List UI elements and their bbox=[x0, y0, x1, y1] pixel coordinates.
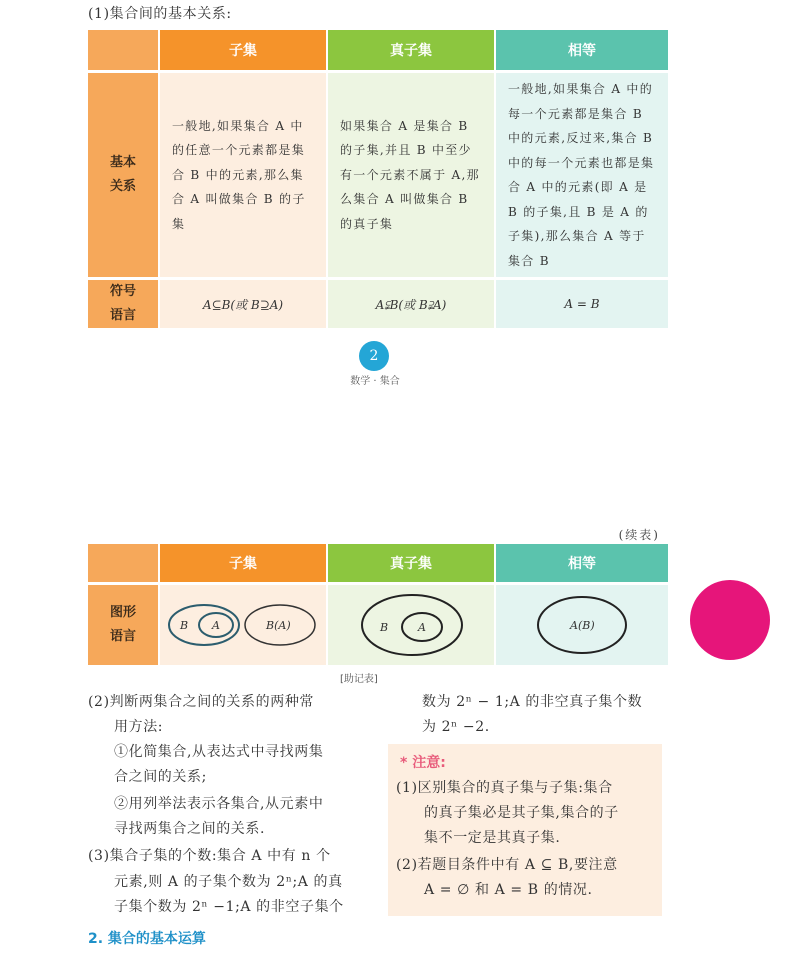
para-2-line2: 用方法: bbox=[114, 719, 164, 735]
venn-proper-diagram bbox=[328, 585, 494, 665]
row-label-symbol: 符号 语言 bbox=[88, 280, 158, 328]
header2-subset: 子集 bbox=[160, 544, 326, 582]
basic-proper-subset-text: 如果集合 A 是集合 B 的子集,并且 B 中至少有一个元素不属于 A,那么集合 A 叫做集合 B 的真子集 bbox=[328, 73, 494, 277]
note-2-line2: A = ∅ 和 A = B 的情况. bbox=[424, 882, 593, 898]
venn-label-b: B bbox=[180, 619, 189, 632]
method-1-line2: 合之间的关系; bbox=[114, 769, 207, 785]
header2-proper-subset: 真子集 bbox=[328, 544, 494, 582]
venn-proper-label-b: B bbox=[380, 621, 389, 634]
symbol-proper-subset: A⫋B(或 B⫌A) bbox=[328, 280, 494, 328]
header-equal: 相等 bbox=[496, 30, 668, 70]
graph-language-table bbox=[88, 544, 662, 665]
venn-subset-cell bbox=[160, 585, 326, 665]
row-label-graph: 图形 语言 bbox=[88, 585, 158, 665]
para-2-line1: (2)判断两集合之间的关系的两种常 bbox=[88, 694, 315, 710]
venn-proper-label-a: A bbox=[418, 621, 426, 634]
note-2-line1: (2)若题目条件中有 A ⊆ B,要注意 bbox=[396, 857, 618, 873]
venn-equal-cell bbox=[496, 585, 668, 665]
para-3-line3: 子集个数为 2ⁿ −1;A 的非空子集个 bbox=[114, 899, 344, 915]
method-2-line1: ②用列举法表示各集合,从元素中 bbox=[114, 796, 324, 812]
row-label-basic: 基本 关系 bbox=[88, 73, 158, 277]
venn-equal-label: A(B) bbox=[570, 619, 595, 632]
venn-label-ba: B(A) bbox=[266, 619, 291, 632]
continued-label: (续表) bbox=[618, 528, 660, 542]
basic-equal-text: 一般地,如果集合 A 中的每一个元素都是集合 B 中的元素,反过来,集合 B 中的每一个元素也都是集合 A 中的元素(即 A 是 B 的子集,且 B 是 A 的子集),那么集合 A 等于集合 B bbox=[496, 73, 668, 277]
para-3-line2: 元素,则 A 的子集个数为 2ⁿ;A 的真 bbox=[114, 874, 343, 890]
header-subset: 子集 bbox=[160, 30, 326, 70]
intro-heading: (1)集合间的基本关系: bbox=[88, 6, 232, 22]
venn-label-a: A bbox=[212, 619, 220, 632]
basic-subset-text: 一般地,如果集合 A 中的任意一个元素都是集合 B 中的元素,那么集合 A 叫做集合 B 的子集 bbox=[160, 73, 326, 277]
para-3-line1: (3)集合子集的个数:集合 A 中有 n 个 bbox=[88, 848, 331, 864]
method-1-line1: ①化简集合,从表达式中寻找两集 bbox=[114, 744, 324, 760]
symbol-equal: A = B bbox=[496, 280, 668, 328]
venn-subset-diagram bbox=[160, 585, 326, 665]
venn-equal-diagram bbox=[496, 585, 668, 665]
method-2-line2: 寻找两集合之间的关系. bbox=[114, 821, 266, 837]
header2-equal: 相等 bbox=[496, 544, 668, 582]
section-title: 2. 集合的基本运算 bbox=[88, 931, 206, 947]
note-1-line1: (1)区别集合的真子集与子集:集合 bbox=[396, 780, 613, 796]
para-3-cont-line2: 为 2ⁿ −2. bbox=[422, 719, 490, 735]
note-title: * 注意: bbox=[400, 755, 446, 771]
venn-outer-ellipse bbox=[362, 595, 462, 655]
para-3-cont-line1: 数为 2ⁿ − 1;A 的非空真子集个数 bbox=[422, 694, 643, 710]
table-caption: [助记表] bbox=[340, 674, 378, 685]
page-number-badge: 2 bbox=[359, 341, 389, 371]
page-footer: 数学 · 集合 bbox=[350, 376, 400, 387]
venn-proper-cell bbox=[328, 585, 494, 665]
note-1-line2: 的真子集必是其子集,集合的子 bbox=[424, 805, 619, 821]
symbol-subset: A⊆B(或 B⊇A) bbox=[160, 280, 326, 328]
side-tab-decoration bbox=[690, 580, 770, 660]
table2-corner bbox=[88, 544, 158, 582]
header-proper-subset: 真子集 bbox=[328, 30, 494, 70]
note-1-line3: 集不一定是其真子集. bbox=[424, 830, 561, 846]
relations-table bbox=[88, 30, 662, 328]
table-corner bbox=[88, 30, 158, 70]
